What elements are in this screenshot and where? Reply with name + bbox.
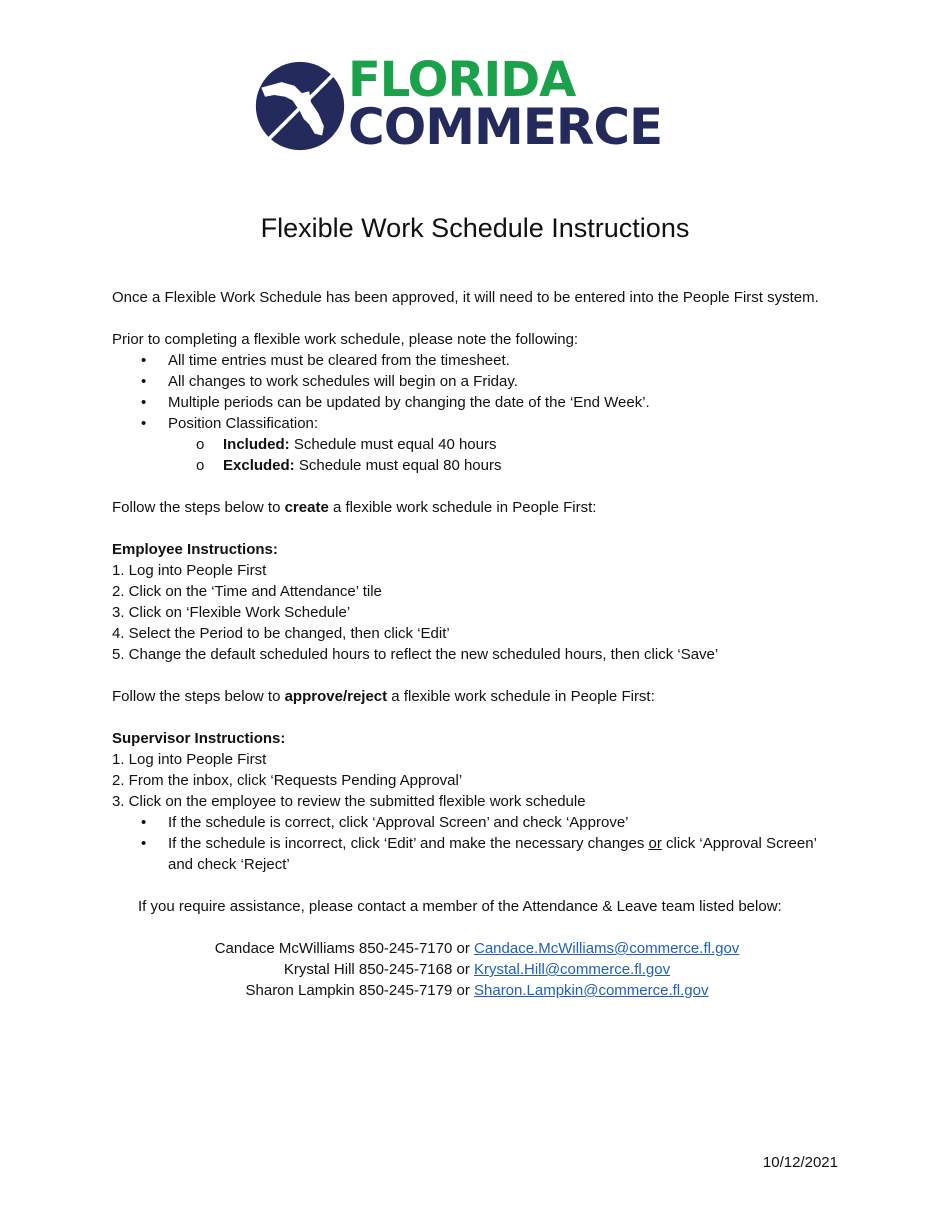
florida-commerce-logo <box>254 52 694 160</box>
bullet-icon: • <box>141 373 147 390</box>
list-item <box>112 371 842 392</box>
employee-step: 4. Select the Period to be changed, then click ‘Edit’ <box>112 625 450 642</box>
sub-list-item <box>112 434 842 455</box>
bullet-icon: • <box>141 814 147 831</box>
list-item <box>112 392 842 413</box>
bullet-icon: • <box>141 394 147 411</box>
create-intro-post: a flexible work schedule in People First: <box>328 499 597 516</box>
prior-heading: Prior to completing a flexible work schedule, please note the following: <box>112 331 579 348</box>
sub-bullet-icon: o <box>196 436 205 453</box>
classification-text: Schedule must equal 40 hours <box>289 436 497 453</box>
document-title: Flexible Work Schedule Instructions <box>260 213 690 243</box>
bullet-text: Position Classification: <box>168 415 319 432</box>
list-item <box>112 413 842 434</box>
list-item <box>112 812 842 833</box>
florida-state-emblem-icon <box>254 60 346 152</box>
employee-heading <box>112 539 842 560</box>
bullet-text-pre: If the schedule is incorrect, click ‘Edit’ and make the necessary changes <box>168 835 649 852</box>
contact-line <box>112 959 842 980</box>
sub-bullet-icon: o <box>196 457 205 474</box>
bullet-text: All changes to work schedules will begin on a Friday. <box>168 373 518 390</box>
employee-step: 2. Click on the ‘Time and Attendance’ tile <box>112 583 382 600</box>
classification-label: Excluded: <box>223 457 295 474</box>
bullet-text: Multiple periods can be updated by changing the date of the ‘End Week’. <box>168 394 650 411</box>
supervisor-step: 1. Log into People First <box>112 751 267 768</box>
bullet-text-post: click ‘Approval Screen’ and check ‘Reject’ <box>168 835 817 873</box>
contact-line <box>112 938 842 959</box>
bullet-text: All time entries must be cleared from the timesheet. <box>168 352 510 369</box>
approve-intro <box>112 686 842 707</box>
create-intro <box>112 497 842 518</box>
contact-email-link[interactable]: Candace.McWilliams@commerce.fl.gov <box>474 940 740 957</box>
supervisor-heading-text: Supervisor Instructions: <box>112 730 286 747</box>
contact-name-phone: Sharon Lampkin 850-245-7179 or <box>245 982 474 999</box>
contact-email-link[interactable]: Sharon.Lampkin@commerce.fl.gov <box>474 982 709 999</box>
contact-line <box>112 980 842 1001</box>
employee-step: 5. Change the default scheduled hours to reflect the new scheduled hours, then click ‘Save’ <box>112 646 719 663</box>
logo-word-florida: FLORIDA <box>348 52 576 108</box>
intro-paragraph: Once a Flexible Work Schedule has been approved, it will need to be entered into the People First system. <box>112 289 819 306</box>
bullet-text-or: or <box>648 835 662 852</box>
bullet-icon: • <box>141 835 147 852</box>
bullet-text: If the schedule is correct, click ‘Approval Screen’ and check ‘Approve’ <box>168 814 629 831</box>
assistance-text: If you require assistance, please contact a member of the Attendance & Leave team listed below: <box>138 898 782 915</box>
employee-heading-text: Employee Instructions: <box>112 541 278 558</box>
supervisor-step: 3. Click on the employee to review the submitted flexible work schedule <box>112 793 586 810</box>
logo-word-commerce: COMMERCE <box>348 98 663 156</box>
bullet-icon: • <box>141 415 147 432</box>
employee-step: 3. Click on ‘Flexible Work Schedule’ <box>112 604 351 621</box>
classification-text: Schedule must equal 80 hours <box>294 457 502 474</box>
sub-list-item <box>112 455 842 476</box>
document-body <box>112 287 842 1001</box>
approve-intro-bold: approve/reject <box>284 688 388 705</box>
supervisor-step: 2. From the inbox, click ‘Requests Pending Approval’ <box>112 772 463 789</box>
document-date: 10/12/2021 <box>762 1154 838 1171</box>
approve-intro-pre: Follow the steps below to <box>112 688 285 705</box>
contact-name-phone: Candace McWilliams 850-245-7170 or <box>214 940 474 957</box>
bullet-icon: • <box>141 352 147 369</box>
create-intro-pre: Follow the steps below to <box>112 499 285 516</box>
list-item <box>112 833 842 875</box>
approve-intro-post: a flexible work schedule in People First: <box>387 688 655 705</box>
create-intro-bold: create <box>284 499 329 516</box>
contact-email-link[interactable]: Krystal.Hill@commerce.fl.gov <box>473 961 671 978</box>
supervisor-heading <box>112 728 842 749</box>
contact-name-phone: Krystal Hill 850-245-7168 or <box>283 961 474 978</box>
list-item <box>112 350 842 371</box>
classification-label: Included: <box>223 436 290 453</box>
employee-step: 1. Log into People First <box>112 562 267 579</box>
